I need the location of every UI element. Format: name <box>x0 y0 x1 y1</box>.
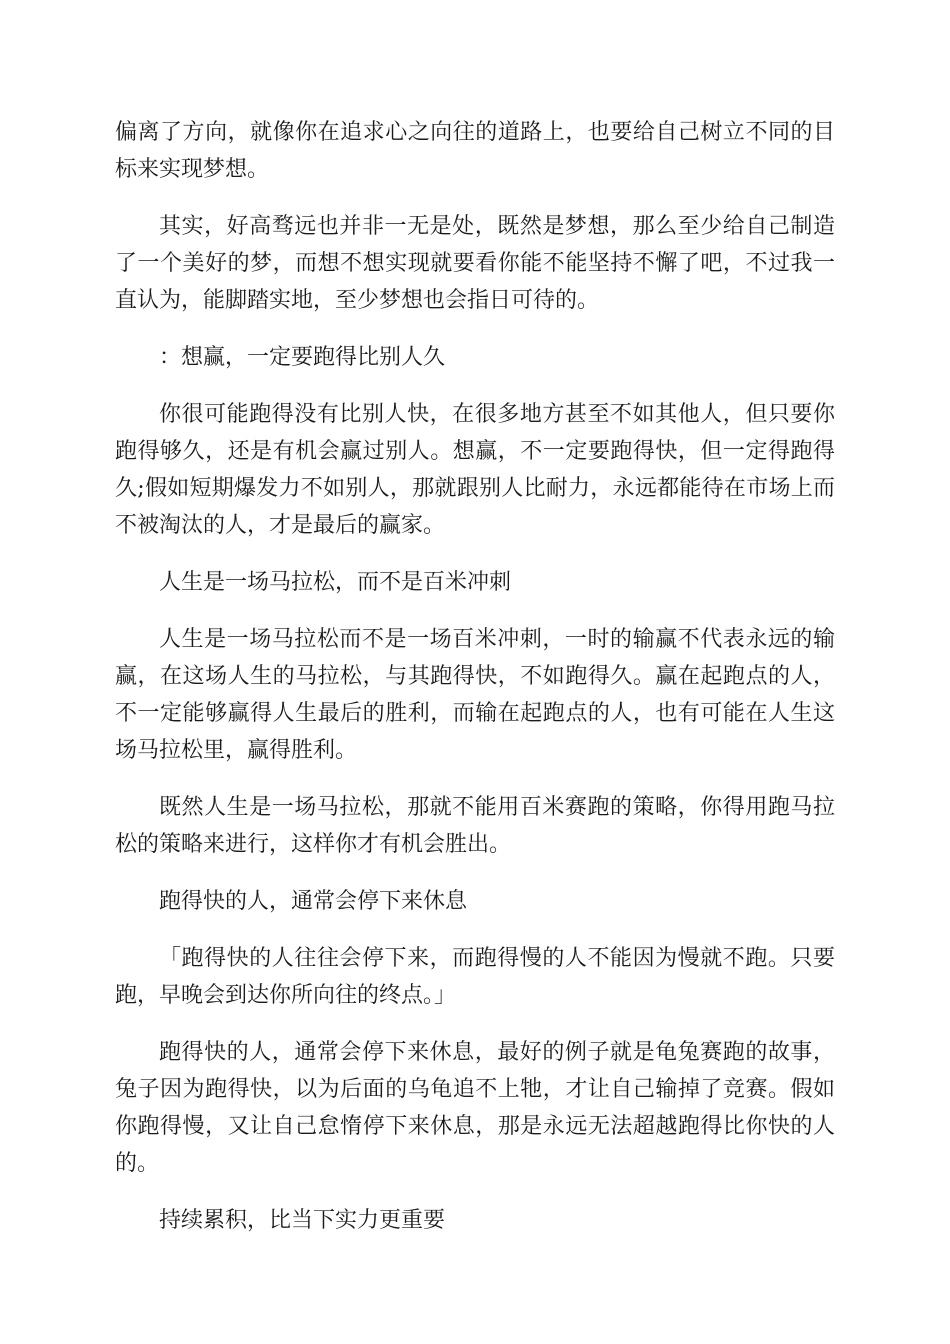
paragraph-run-long: 你很可能跑得没有比别人快，在很多地方甚至不如其他人，但只要你跑得够久，还是有机会赢过别人。想赢，不一定要跑得快，但一定得跑得久;假如短期爆发力不如别人，那就跟别人比耐力，永远都能待在市场上而不被淘汰的人，才是最后的赢家。 <box>115 402 835 538</box>
paragraph-marathon: 人生是一场马拉松而不是一场百米冲刺，一时的输赢不代表永远的输赢，在这场人生的马拉松，与其跑得快，不如跑得久。赢在起跑点的人，不一定能够赢得人生最后的胜利，而输在起跑点的人，也有可能在人生这场马拉松里，赢得胜利。 <box>115 627 835 763</box>
section-heading-win: ：想赢，一定要跑得比别人久 <box>159 345 446 370</box>
paragraph-dreams: 其实，好高骛远也并非一无是处，既然是梦想，那么至少给自己制造了一个美好的梦，而想不想实现就要看你能不能坚持不懈了吧，不过我一直认为，能脚踏实地，至少梦想也会指日可待的。 <box>115 214 835 313</box>
section-heading-rest: 跑得快的人，通常会停下来休息 <box>159 889 468 914</box>
paragraph-quote: 「跑得快的人往往会停下来，而跑得慢的人不能因为慢就不跑。只要跑，早晚会到达你所向往的终点。」 <box>115 946 835 1008</box>
document-page <box>115 114 835 1259</box>
paragraph-tortoise-hare: 跑得快的人，通常会停下来休息，最好的例子就是龟兔赛跑的故事，兔子因为跑得快，以为后面的乌龟追不上牠，才让自己输掉了竞赛。假如你跑得慢，又让自己怠惰停下来休息，那是永远无法超越跑得比你快的人的。 <box>115 1040 835 1176</box>
section-heading-accumulate: 持续累积，比当下实力更重要 <box>159 1208 446 1233</box>
section-heading-marathon: 人生是一场马拉松，而不是百米冲刺 <box>159 570 512 595</box>
paragraph-continuation: 偏离了方向，就像你在追求心之向往的道路上，也要给自己树立不同的目标来实现梦想。 <box>115 120 835 182</box>
paragraph-strategy: 既然人生是一场马拉松，那就不能用百米赛跑的策略，你得用跑马拉松的策略来进行，这样你才有机会胜出。 <box>115 795 835 857</box>
